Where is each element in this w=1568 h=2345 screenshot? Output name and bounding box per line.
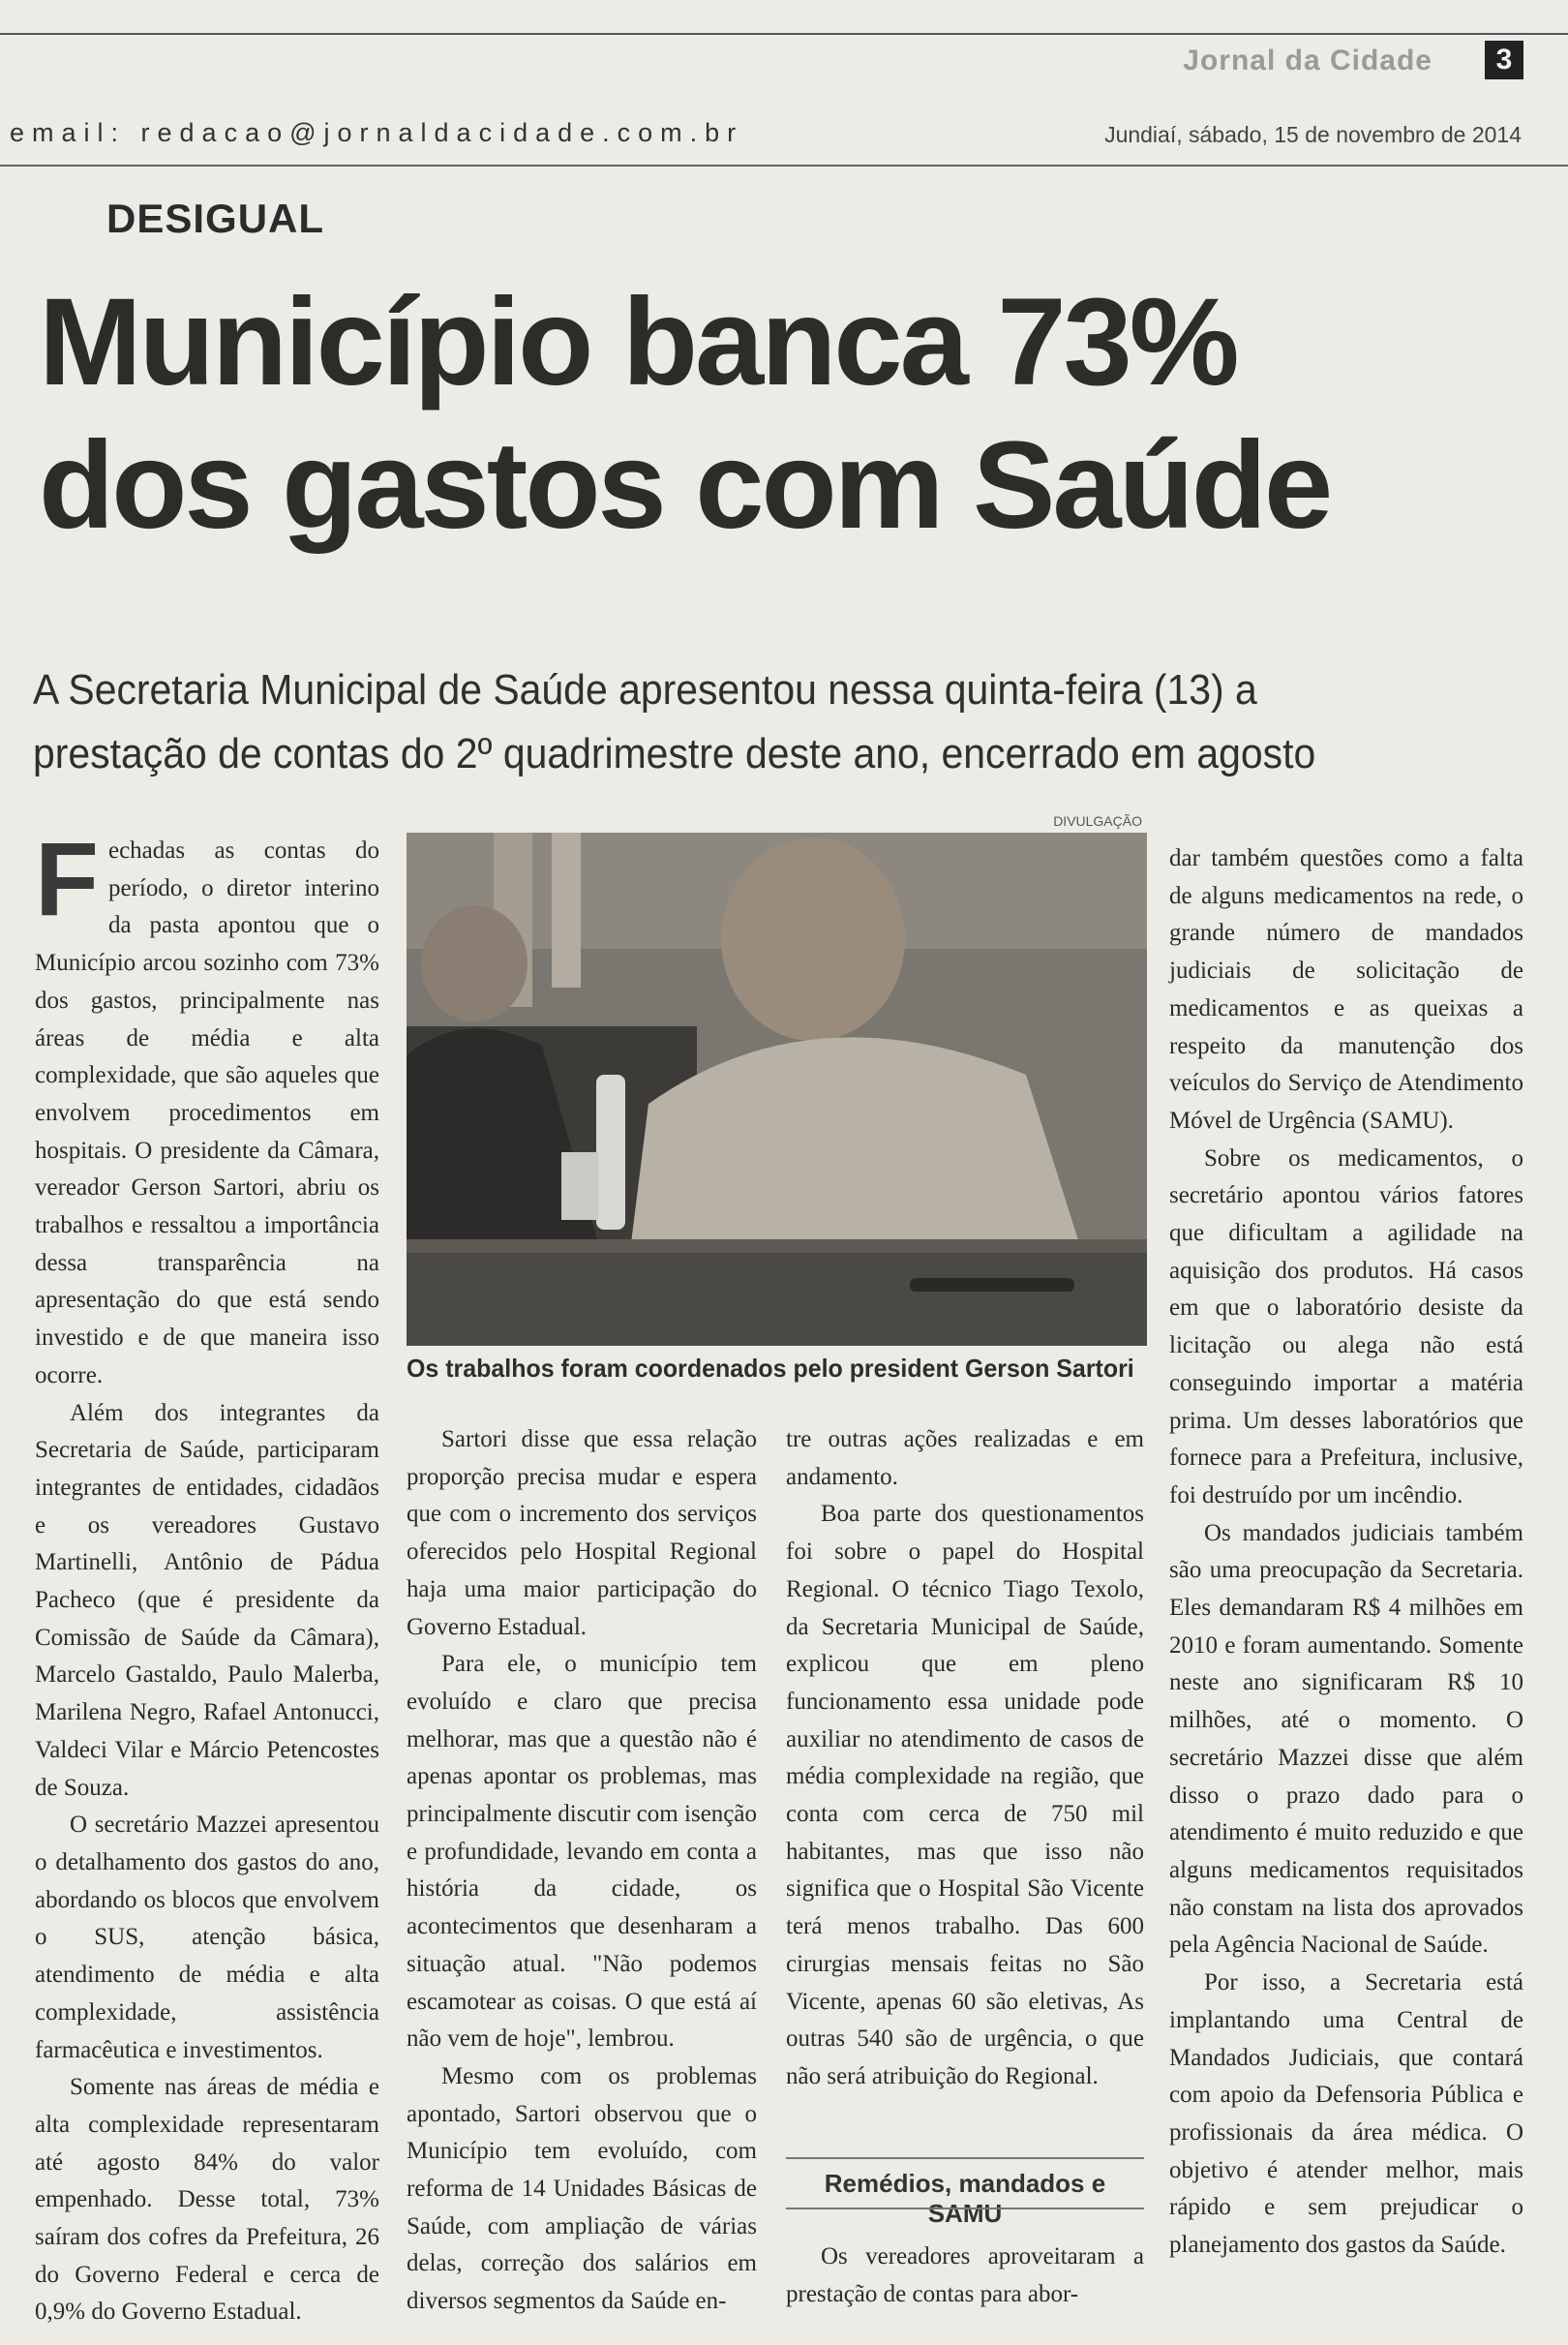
article-kicker: DESIGUAL [106, 196, 325, 241]
article-column-3-continued [786, 2238, 1144, 2313]
drop-cap: F [35, 820, 99, 937]
header-top-rule [0, 33, 1568, 35]
paragraph: O secretário Mazzei apresentou o detalhamento dos gastos do ano, abordando os blocos que envolvem o SUS, atenção básica, atendimento de média e alta complexidade, assistência farmacêutica e investimentos. [35, 1812, 379, 2063]
headline-line-2: dos gastos com Saúde [39, 416, 1331, 555]
paragraph: dar também questões como a falta de alguns medicamentos na rede, o grande número de mandados judiciais de solicitação de medicamentos e as queixas a respeito da manutenção dos veículos do Serviço de Atendimento Móvel de Urgência (SAMU). [1169, 845, 1523, 1134]
photo-illustration [407, 833, 1147, 1346]
photo-caption: Os trabalhos foram coordenados pelo president Gerson Sartori [407, 1354, 1134, 1383]
article-photo [407, 833, 1147, 1346]
article-column-1 [35, 820, 379, 2331]
article-column-3 [786, 1421, 1144, 2096]
paragraph-text: echadas as contas do período, o diretor interino da pasta apontou que o Município arcou sozinho com 73% dos gastos, principalmente nas áreas de média e alta complexidade, que são aqueles que envolvem procedimentos em hospitais. O presidente da Câmara, vereador Gerson Sartori, abriu os trabalhos e ressaltou a importância dessa transparência na apresentação do que está sendo investido e de que maneira isso ocorre. [35, 838, 379, 1388]
page-number: 3 [1485, 41, 1523, 79]
headline-line-1: Município banca 73% [39, 273, 1237, 411]
issue-date: Jundiaí, sábado, 15 de novembro de 2014 [1104, 122, 1522, 147]
paragraph: Os mandados judiciais também são uma preocupação da Secretaria. Eles demandaram R$ 4 milhões em 2010 e foram aumentando. Somente neste ano significaram R$ 10 milhões, até o momento. O secretário Mazzei disse que além disso o prazo dado para o atendimento é muito reduzido e que alguns medicamentos requisitados não constam na lista dos aprovados pela Agência Nacional de Saúde. [1169, 1519, 1523, 1959]
paragraph: Por isso, a Secretaria está implantando uma Central de Mandados Judiciais, que contará com apoio da Defensoria Pública e profissionais da área médica. O objetivo é atender melhor, mais rápido e sem prejudicar o planejamento dos gastos da Saúde. [1169, 1969, 1523, 2259]
paragraph: Mesmo com os problemas apontado, Sartori observou que o Município tem evoluído, com reforma de 14 Unidades Básicas de Saúde, com ampliação de várias delas, correção dos salários em diversos segmentos da Saúde en- [407, 2062, 757, 2315]
paragraph: Sobre os medicamentos, o secretário apontou vários fatores que dificultam a agilidade na aquisição dos produtos. Há casos em que o laboratório desiste da licitação ou alega não está conseguindo importar a matéria prima. Um desses laboratórios que fornece para a Prefeitura, inclusive, foi destruído por um incêndio. [1169, 1144, 1523, 1508]
photo-credit: DIVULGAÇÃO [1053, 813, 1142, 829]
article-headline [39, 271, 1549, 558]
paragraph: Para ele, o município tem evoluído e claro que precisa melhorar, mas que a questão não é apenas apontar os problemas, mas principalmente discutir com isenção e profundidade, levando em conta a história da cidade, os acontecimentos que desenharam a situação atual. "Não podemos escamotear as coisas. O que está aí não vem de hoje", lembrou. [407, 1651, 757, 2053]
paragraph: Somente nas áreas de média e alta complexidade representaram até agosto 84% do valor empenhado. Desse total, 73% saíram dos cofres da Prefeitura, 26 do Governo Federal e cerca de 0,9% do Governo Estadual. [35, 2074, 379, 2326]
newspaper-name: Jornal da Cidade [1183, 45, 1432, 76]
subhead-rule-bottom [786, 2208, 1144, 2209]
paragraph [35, 820, 379, 1395]
paragraph: tre outras ações realizadas e em andamento. [786, 1426, 1144, 1490]
article-column-4 [1169, 840, 1523, 2265]
header-bottom-rule [0, 165, 1568, 167]
section-subhead: Remédios, mandados e SAMU [824, 2169, 1106, 2228]
paragraph: Sartori disse que essa relação proporção precisa mudar e espera que com o incremento dos serviços oferecidos pelo Hospital Regional haja uma maior participação do Governo Estadual. [407, 1426, 757, 1640]
subhead-rule-top [786, 2157, 1144, 2159]
paragraph: Boa parte dos questionamentos foi sobre o papel do Hospital Regional. O técnico Tiago Texolo, da Secretaria Municipal de Saúde, explicou que em pleno funcionamento essa unidade pode auxiliar no atendimento de casos de média complexidade na região, que conta com cerca de 750 mil habitantes, mas que isso não significa que o Hospital São Vicente terá menos trabalho. Das 600 cirurgias mensais feitas no São Vicente, apenas 60 são eletivas, As outras 540 são de urgência, o que não será atribuição do Regional. [786, 1501, 1144, 2089]
paragraph: Os vereadores aproveitaram a prestação de contas para abor- [786, 2243, 1144, 2307]
article-column-2 [407, 1421, 757, 2321]
article-deck: A Secretaria Municipal de Saúde apresentou nessa quinta-feira (13) a prestação de contas do 2º quadrimestre deste ano, encerrado em agosto [33, 666, 1316, 777]
paragraph: Além dos integrantes da Secretaria de Saúde, participaram integrantes de entidades, cidadãos e os vereadores Gustavo Martinelli, Antônio de Pádua Pacheco (que é presidente da Comissão de Saúde da Câmara), Marcelo Gastaldo, Paulo Malerba, Marilena Negro, Rafael Antonucci, Valdeci Vilar e Márcio Petencostes de Souza. [35, 1399, 379, 1801]
email-line: email: redacao@jornaldacidade.com.br [10, 118, 744, 147]
